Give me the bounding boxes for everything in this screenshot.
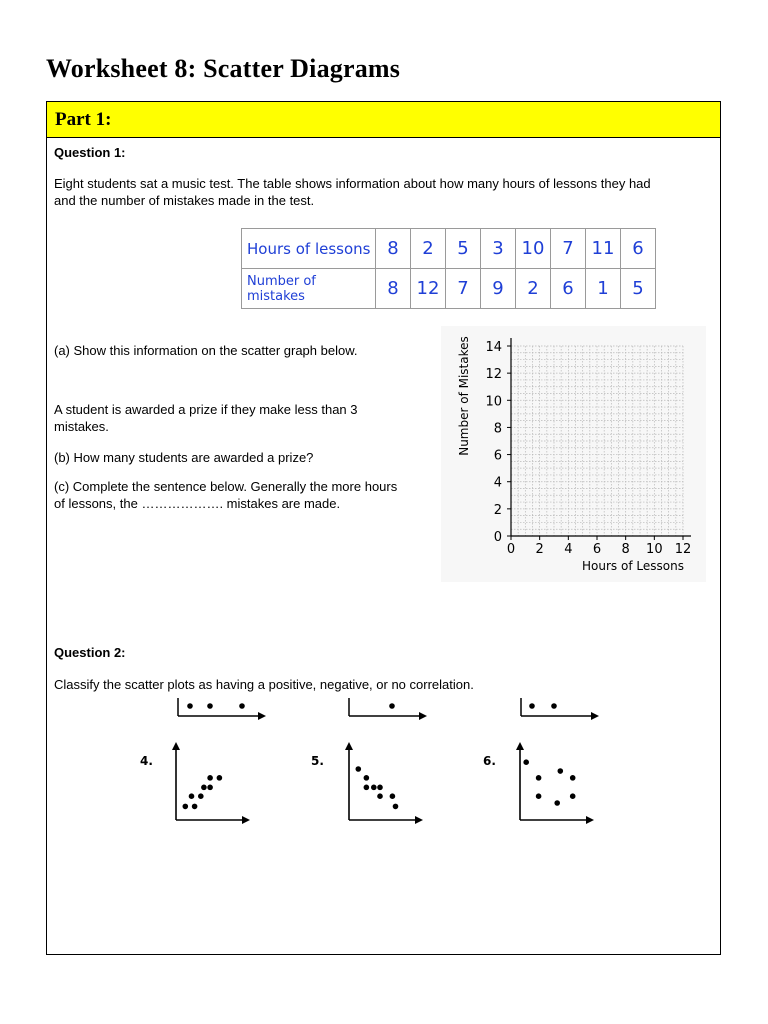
prize-rule-line2: mistakes. [54,419,109,434]
question-1-part-b: (b) How many students are awarded a prize? [54,450,314,465]
table-cell: 7 [551,229,586,269]
x-tick-label: 6 [592,542,602,557]
table-cell: 12 [411,269,446,309]
scatter-point [201,785,207,791]
table-row-label-mistakes: Number of mistakes [242,269,376,309]
table-cell: 1 [586,269,621,309]
scatter-point [356,766,362,772]
scatter-point [377,785,383,791]
y-axis-arrow [516,742,524,750]
question-1-intro-line1: Eight students sat a music test. The table shows information about how many hours of lessons they had [54,176,651,191]
question-2-heading: Question 2: [54,645,126,660]
y-axis-label: Number of Mistakes [457,336,471,456]
question-1-part-a: (a) Show this information on the scatter graph below. [54,343,358,358]
data-table [241,228,656,309]
table-cell: 2 [411,229,446,269]
scatter-point [523,759,529,765]
question-2-instruction: Classify the scatter plots as having a positive, negative, or no correlation. [54,677,474,692]
table-cell: 7 [446,269,481,309]
question-1-intro-line2: and the number of mistakes made in the test. [54,193,315,208]
scatter-plot [341,740,429,826]
y-tick-label: 4 [493,475,502,491]
scatter-point [554,800,560,806]
y-tick-label: 14 [485,340,502,355]
table-cell: 11 [586,229,621,269]
scatter-point [207,775,213,781]
table-cell: 9 [481,269,516,309]
table-cell: 6 [551,269,586,309]
scatter-point [377,793,383,799]
table-cell: 5 [446,229,481,269]
x-tick-label: 12 [674,542,692,557]
table-row-hours [242,229,656,269]
scatter-point [570,775,576,781]
question-1-intro [54,175,714,209]
scatter-point [558,768,564,774]
question-1-heading: Question 1: [54,145,126,160]
scatter-point [371,785,377,791]
x-tick-label: 2 [535,542,544,557]
scatter-point [192,804,198,810]
plot-number: 6. [483,754,496,768]
scatter-point [207,703,213,709]
scatter-point [364,785,370,791]
scatter-point [551,703,557,709]
x-tick-label: 0 [506,542,516,557]
question-1-part-c-line1: (c) Complete the sentence below. Generally the more hours [54,479,398,494]
table-cell: 8 [376,229,411,269]
scatter-point [364,775,370,781]
graph-background [441,326,706,582]
scatter-point [390,793,396,799]
scatter-point [207,785,213,791]
scatter-plot [512,740,600,826]
scatter-graph[interactable] [441,326,706,582]
table-cell: 10 [516,229,551,269]
x-tick-label: 4 [564,542,573,557]
table-row-mistakes [242,269,656,309]
y-axis-arrow [345,742,353,750]
question-1-part-c [54,478,444,512]
scatter-point [536,793,542,799]
scatter-point [393,804,399,810]
x-axis-label: Hours of Lessons [582,559,684,573]
table-cell: 3 [481,229,516,269]
scatter-point [389,703,395,709]
part-header-bar [47,102,720,138]
scatter-point [198,793,204,799]
scatter-point [183,804,189,810]
table-row-label-hours: Hours of lessons [242,229,376,269]
y-tick-label: 10 [485,394,502,410]
table-cell: 6 [621,229,656,269]
plot-number: 5. [311,754,324,768]
scatter-point [187,703,193,709]
partial-plot-1 [170,698,270,724]
plot-number: 4. [140,754,153,768]
partial-plot-3 [513,698,613,724]
table-cell: 5 [621,269,656,309]
scatter-point [529,703,535,709]
x-axis-arrow [415,816,423,824]
x-axis-arrow [586,816,594,824]
question-1-part-c-line2: of lessons, the ………………. mistakes are made. [54,496,341,511]
page-title: Worksheet 8: Scatter Diagrams [46,54,401,83]
x-tick-label: 8 [621,542,630,557]
table-cell: 2 [516,269,551,309]
table-cell: 8 [376,269,411,309]
y-axis-arrow [172,742,180,750]
scatter-plot [168,740,256,826]
scatter-point [189,793,195,799]
x-tick-label: 10 [646,542,663,557]
y-tick-label: 6 [493,448,502,464]
scatter-point [217,775,223,781]
scatter-point [536,775,542,781]
scatter-point [239,703,245,709]
prize-rule [54,401,434,435]
part-label: Part 1: [55,109,112,130]
x-axis-arrow [242,816,250,824]
y-tick-label: 0 [493,530,502,545]
prize-rule-line1: A student is awarded a prize if they make less than 3 [54,402,358,417]
y-tick-label: 8 [493,421,502,437]
y-tick-label: 2 [493,502,502,518]
scatter-point [570,793,576,799]
y-tick-label: 12 [485,367,502,383]
partial-plot-2 [341,698,441,724]
